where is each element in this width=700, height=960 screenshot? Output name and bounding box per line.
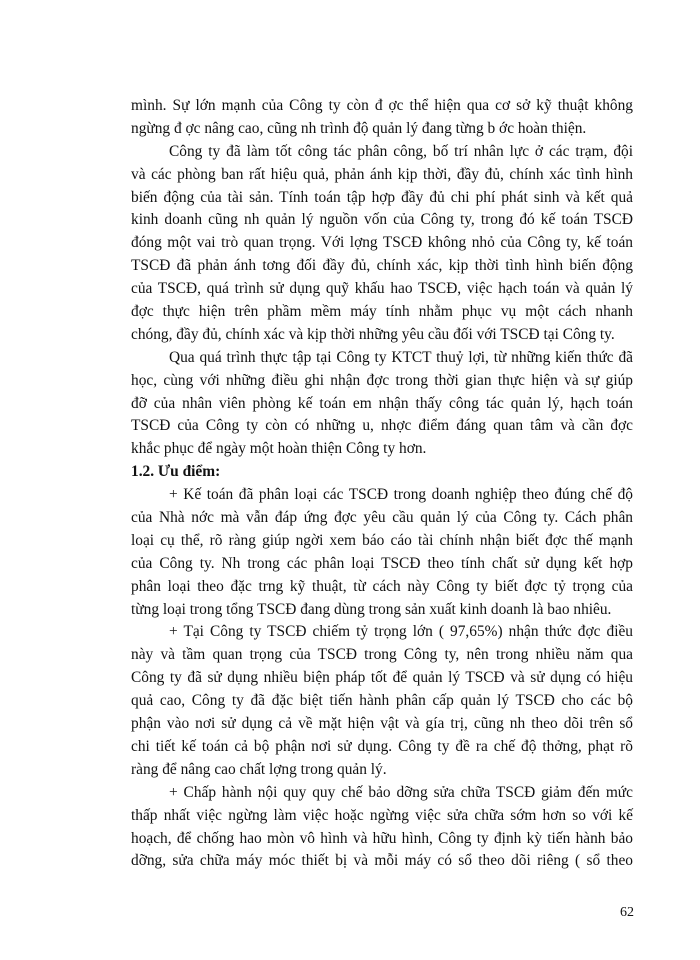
text-line: và các phòng ban rất hiệu quả, phản ánh kịp thời, đầy đủ, chính xác tình hình <box>131 165 633 183</box>
text-line: hoạch, để chống hao mòn vô hình và hữu hình, Công ty định kỳ tiến hành bảo <box>131 829 633 847</box>
text-line: + Tại Công ty TSCĐ chiếm tỷ trọng lớn ( 97,65%) nhận thức đợc điều <box>169 623 633 641</box>
text-line: kinh doanh cũng nh quản lý nguồn vốn của Công ty, trong đó kế toán TSCĐ <box>131 211 633 229</box>
text-line: chóng, đầy đủ, chính xác và kịp thời những yêu cầu đối với TSCĐ tại Công ty. <box>131 325 615 343</box>
text-line: của TSCĐ, quá trình sử dụng quỹ khấu hao TSCĐ, việc hạch toán và quản lý <box>131 280 633 298</box>
text-line: ngừng đ ợc nâng cao, cũng nh trình độ quản lý đang từng b ớc hoàn thiện. <box>131 119 587 137</box>
paragraph <box>131 347 633 461</box>
text-line: TSCĐ đã phản ánh tơng đối đầy đủ, chính xác, kịp thời tình hình biến động <box>131 257 633 275</box>
paragraph <box>131 141 633 347</box>
text-line: Công ty đã sử dụng nhiều biện pháp tốt để quản lý TSCĐ và sử dụng có hiệu <box>131 669 633 687</box>
text-line: đỡ của nhân viên phòng kế toán em nhận thấy công tác quản lý, hạch toán <box>131 394 633 412</box>
section-heading: 1.2. Ưu điểm: <box>131 463 221 481</box>
document-body <box>131 95 633 873</box>
text-line: phận vào nơi sử dụng cả về mặt hiện vật và gía trị, cũng nh theo dõi trên sổ <box>131 715 633 733</box>
text-line: chi tiết kế toán cả bộ phận nơi sử dụng. Công ty đề ra chế độ thởng, phạt rõ <box>131 737 633 755</box>
page-number: 62 <box>620 905 634 920</box>
text-line: ràng để nâng cao chất lợng trong quản lý. <box>131 760 387 778</box>
paragraph <box>131 621 633 781</box>
text-line: của Nhà nớc mà vẫn đáp ứng đợc yêu cầu quản lý của Công ty. Cách phân <box>131 509 633 527</box>
text-line: đóng một vai trò quan trọng. Với lợng TSCĐ không nhỏ của Công ty, kế toán <box>131 234 633 252</box>
text-line: từng loại trong tổng TSCĐ đang dùng trong sản xuất kinh doanh là bao nhiêu. <box>131 600 612 618</box>
paragraph <box>131 95 633 141</box>
text-line: biến động của tài sản. Tính toán tập hợp đầy đủ chi phí phát sinh và kết quả <box>131 188 633 206</box>
text-line: học, cùng với những điều ghi nhận đợc trong thời gian thực hiện và sự giúp <box>131 371 633 389</box>
text-line: của Công ty. Nh trong các phân loại TSCĐ theo tính chất sử dụng kết hợp <box>131 554 633 572</box>
text-line: thấp nhất việc ngừng làm việc hoặc ngừng việc sửa chữa sớm hơn so với kế <box>131 806 633 824</box>
text-line: quả cao, Công ty đã đặc biệt tiến hành phân cấp quản lý TSCĐ cho các bộ <box>131 692 633 710</box>
text-line: khắc phục để ngày một hoàn thiện Công ty hơn. <box>131 440 427 458</box>
text-line: dỡng, sửa chữa máy móc thiết bị và mỗi máy có sổ theo dõi riêng ( sổ theo <box>131 852 633 870</box>
text-line: + Chấp hành nội quy quy chế bảo dỡng sửa chữa TSCĐ giảm đến mức <box>169 783 633 801</box>
text-line: phân loại theo đặc trng kỹ thuật, từ cách này Công ty biết đợc tỷ trọng của <box>131 577 633 595</box>
text-line: Qua quá trình thực tập tại Công ty KTCT thuỷ lợi, từ những kiến thức đã <box>169 348 633 366</box>
text-line: loại cụ thể, rõ ràng giúp ngời xem báo cáo tài chính nhận biết đợc thế mạnh <box>131 531 633 549</box>
text-line: Công ty đã làm tốt công tác phân công, bố trí nhân lực ở các trạm, đội <box>169 142 633 160</box>
text-line: TSCĐ của Công ty còn có những u, nhợc điểm đáng quan tâm và cần đợc <box>131 417 633 435</box>
text-line: đợc thực hiện trên phầm mềm máy tính nhằm phục vụ một cách nhanh <box>131 303 633 321</box>
paragraph <box>131 484 633 621</box>
text-line: này và tầm quan trọng của TSCĐ trong Công ty, nên trong nhiều năm qua <box>131 646 633 664</box>
text-line: + Kế toán đã phân loại các TSCĐ trong doanh nghiệp theo đúng chế độ <box>169 486 633 504</box>
text-line: mình. Sự lớn mạnh của Công ty còn đ ợc thể hiện qua cơ sở kỹ thuật không <box>131 97 633 114</box>
paragraph <box>131 782 633 874</box>
